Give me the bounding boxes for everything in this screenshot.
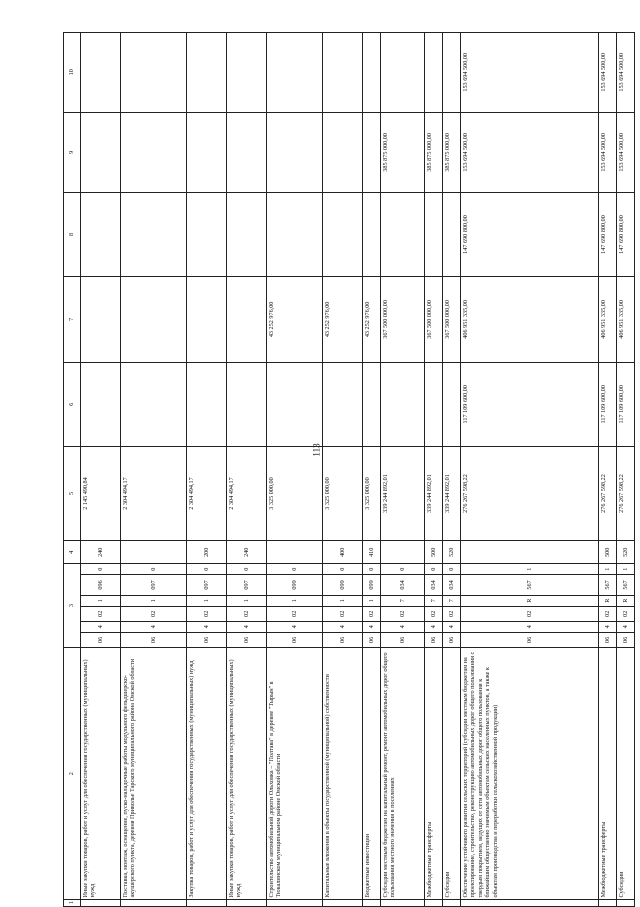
code-cell: R: [461, 595, 599, 606]
code-cell: 7: [425, 595, 443, 606]
amount-cell-c6: [81, 362, 121, 446]
code-cell: 06: [121, 632, 187, 647]
amount-cell-c10: [267, 33, 323, 113]
amount-cell-c7: 367 500 000,00: [443, 276, 461, 362]
row-name-cell: Обеспечение устойчивого развития сельских территорий (субсидии местным бюджетам на проектирование, строительство, реконструкцию автомобильных дорог общего пользования с твердым покрытием, ведущих от сети автомобильных дорог общего пользования к ближайшим общественно значимым объектам сельских населенных пунктов, а также к объектам производства и переработки сельскохозяйственной продукции): [461, 647, 599, 900]
code-cell: 0: [121, 564, 187, 575]
code-cell: 0: [267, 564, 323, 575]
budget-table: [63, 32, 635, 907]
amount-cell-c9: 153 694 500,00: [461, 112, 599, 193]
expense-type-cell: 500: [425, 541, 443, 564]
code-cell: 099: [323, 575, 363, 596]
amount-cell-c9: 385 875 000,00: [381, 112, 425, 193]
amount-cell-c8: [121, 193, 187, 277]
amount-cell-c10: [227, 33, 267, 113]
code-cell: 567: [461, 575, 599, 596]
row-name-cell: Субсидии: [443, 647, 461, 900]
code-cell: 02: [323, 606, 363, 621]
expense-type-cell: 520: [617, 541, 635, 564]
col-header-3: 3: [64, 564, 81, 648]
code-cell: 097: [121, 575, 187, 596]
table-row: [121, 33, 187, 907]
code-cell: 06: [617, 632, 635, 647]
expense-type-cell: 240: [227, 541, 267, 564]
amount-cell-c6: 117 109 600,00: [461, 362, 599, 446]
row-index-cell: [187, 900, 227, 907]
table-row: [443, 33, 461, 907]
code-cell: 06: [443, 632, 461, 647]
row-name-cell: Иные закупки товаров, работ и услуг для обеспечения государственных (муниципальных) нужд: [81, 647, 121, 900]
amount-cell-c10: [425, 33, 443, 113]
row-index-cell: [599, 900, 617, 907]
amount-cell-c9: 385 875 000,00: [425, 112, 443, 193]
code-cell: 06: [425, 632, 443, 647]
code-cell: 7: [443, 595, 461, 606]
row-index-cell: [81, 900, 121, 907]
amount-cell-c6: [425, 362, 443, 446]
amount-cell-c10: [81, 33, 121, 113]
row-index-cell: [381, 900, 425, 907]
amount-cell-c8: 147 690 800,00: [599, 193, 617, 277]
amount-cell-c7: 43 252 976,00: [267, 276, 323, 362]
table-row: [381, 33, 425, 907]
row-index-cell: [323, 900, 363, 907]
code-cell: 099: [267, 575, 323, 596]
code-cell: 4: [267, 621, 323, 632]
expense-type-cell: 200: [187, 541, 227, 564]
row-index-cell: [443, 900, 461, 907]
code-cell: 06: [381, 632, 425, 647]
code-cell: 0: [227, 564, 267, 575]
amount-cell-c8: 147 690 800,00: [617, 193, 635, 277]
code-cell: 4: [443, 621, 461, 632]
amount-cell-c7: [187, 276, 227, 362]
amount-cell-c9: [187, 112, 227, 193]
code-cell: 02: [599, 606, 617, 621]
amount-cell-c10: 153 694 500,00: [599, 33, 617, 113]
code-cell: 02: [363, 606, 381, 621]
row-index-cell: [461, 900, 599, 907]
code-cell: 02: [617, 606, 635, 621]
expense-type-cell: 520: [443, 541, 461, 564]
table-row: [267, 33, 323, 907]
amount-cell-c7: 43 252 976,00: [323, 276, 363, 362]
expense-type-cell: [381, 541, 425, 564]
row-name-cell: Строительство автомобильной дороги Ольховка – "Полтава" в деревне "Тырын" в Тюкалинском муниципальном районе Омской области: [267, 647, 323, 900]
amount-cell-c6: [187, 362, 227, 446]
amount-cell-c6: [323, 362, 363, 446]
expense-type-cell: 500: [599, 541, 617, 564]
code-cell: 097: [187, 575, 227, 596]
amount-cell-c6: [121, 362, 187, 446]
code-cell: 06: [267, 632, 323, 647]
col-header-4: 4: [64, 541, 81, 564]
amount-cell-c9: [81, 112, 121, 193]
amount-cell-c5: 3 325 000,00: [323, 446, 363, 541]
code-cell: 034: [425, 575, 443, 596]
amount-cell-c8: [443, 193, 461, 277]
code-cell: 06: [599, 632, 617, 647]
code-cell: 02: [381, 606, 425, 621]
code-cell: 4: [121, 621, 187, 632]
amount-cell-c9: 153 694 500,00: [617, 112, 635, 193]
amount-cell-c6: [363, 362, 381, 446]
amount-cell-c10: 153 694 500,00: [461, 33, 599, 113]
expense-type-cell: 400: [323, 541, 363, 564]
amount-cell-c9: [267, 112, 323, 193]
amount-cell-c7: 43 252 976,00: [363, 276, 381, 362]
amount-cell-c6: [443, 362, 461, 446]
code-cell: 096: [81, 575, 121, 596]
row-name-cell: Межбюджетные трансферты: [425, 647, 443, 900]
budget-table-container: [63, 32, 629, 907]
row-index-cell: [121, 900, 187, 907]
amount-cell-c6: [227, 362, 267, 446]
code-cell: 567: [599, 575, 617, 596]
table-row: [617, 33, 635, 907]
row-index-cell: [617, 900, 635, 907]
amount-cell-c5: 339 244 892,01: [425, 446, 443, 541]
code-cell: 1: [323, 595, 363, 606]
expense-type-cell: [267, 541, 323, 564]
amount-cell-c5: 339 244 892,01: [443, 446, 461, 541]
code-cell: 0: [363, 564, 381, 575]
code-cell: 4: [227, 621, 267, 632]
amount-cell-c7: 367 500 000,00: [381, 276, 425, 362]
amount-cell-c7: [81, 276, 121, 362]
amount-cell-c10: [381, 33, 425, 113]
code-cell: 1: [267, 595, 323, 606]
amount-cell-c5: 2 304 494,17: [227, 446, 267, 541]
amount-cell-c8: [323, 193, 363, 277]
amount-cell-c7: 406 951 335,00: [617, 276, 635, 362]
code-cell: 099: [363, 575, 381, 596]
code-cell: 02: [121, 606, 187, 621]
code-cell: 1: [617, 564, 635, 575]
amount-cell-c10: [187, 33, 227, 113]
row-name-cell: Субсидии: [617, 647, 635, 900]
code-cell: 1: [81, 595, 121, 606]
code-cell: 06: [187, 632, 227, 647]
amount-cell-c5: 276 267 598,22: [461, 446, 599, 541]
code-cell: 4: [599, 621, 617, 632]
amount-cell-c9: [227, 112, 267, 193]
row-name-cell: Субсидии местным бюджетам на капитальный ремонт, ремонт автомобильных дорог общего пользования местного значения в поселениях: [381, 647, 425, 900]
amount-cell-c5: 276 267 598,22: [617, 446, 635, 541]
amount-cell-c8: [267, 193, 323, 277]
amount-cell-c10: [121, 33, 187, 113]
code-cell: 02: [81, 606, 121, 621]
row-index-cell: [425, 900, 443, 907]
col-header-1: 1: [64, 900, 81, 907]
code-cell: 4: [363, 621, 381, 632]
code-cell: 4: [381, 621, 425, 632]
code-cell: 1: [599, 564, 617, 575]
table-row: [461, 33, 599, 907]
code-cell: 02: [425, 606, 443, 621]
code-cell: 0: [425, 564, 443, 575]
amount-cell-c5: 2 304 494,17: [121, 446, 187, 541]
code-cell: 06: [323, 632, 363, 647]
amount-cell-c6: [267, 362, 323, 446]
col-header-7: 7: [64, 276, 81, 362]
amount-cell-c8: [381, 193, 425, 277]
code-cell: 034: [381, 575, 425, 596]
col-header-10: 10: [64, 33, 81, 113]
col-header-8: 8: [64, 193, 81, 277]
amount-cell-c8: [227, 193, 267, 277]
amount-cell-c5: 276 267 598,22: [599, 446, 617, 541]
amount-cell-c8: 147 690 800,00: [461, 193, 599, 277]
amount-cell-c8: [187, 193, 227, 277]
amount-cell-c5: 339 244 892,01: [381, 446, 425, 541]
amount-cell-c7: 406 951 335,00: [461, 276, 599, 362]
row-name-cell: Закупка товаров, работ и услуг для обеспечения государственных (муниципальных) нужд: [187, 647, 227, 900]
code-cell: 4: [187, 621, 227, 632]
code-cell: 4: [81, 621, 121, 632]
amount-cell-c9: [121, 112, 187, 193]
expense-type-cell: [461, 541, 599, 564]
code-cell: 1: [227, 595, 267, 606]
code-cell: 1: [121, 595, 187, 606]
code-cell: 097: [227, 575, 267, 596]
table-row: [363, 33, 381, 907]
row-name-cell: Поставка, монтаж, оснащение, пуско-наладочные работы модульного фельдшерско-акушерского пункта, деревня Приволье Тарского муниципального района Омской области: [121, 647, 187, 900]
code-cell: 02: [187, 606, 227, 621]
header-row: [64, 33, 81, 907]
code-cell: 4: [617, 621, 635, 632]
amount-cell-c7: 367 500 000,00: [425, 276, 443, 362]
code-cell: R: [599, 595, 617, 606]
row-name-cell: Бюджетные инвестиции: [363, 647, 381, 900]
amount-cell-c7: [121, 276, 187, 362]
rotated-table-frame: [63, 32, 629, 907]
code-cell: 02: [267, 606, 323, 621]
row-name-cell: Капитальные вложения в объекты государственной (муниципальной) собственности: [323, 647, 363, 900]
amount-cell-c6: [381, 362, 425, 446]
amount-cell-c9: 385 875 000,00: [443, 112, 461, 193]
amount-cell-c10: 153 694 500,00: [617, 33, 635, 113]
code-cell: 0: [323, 564, 363, 575]
amount-cell-c9: [323, 112, 363, 193]
amount-cell-c8: [425, 193, 443, 277]
amount-cell-c9: 153 694 500,00: [599, 112, 617, 193]
code-cell: 1: [187, 595, 227, 606]
table-row: [425, 33, 443, 907]
row-name-cell: Межбюджетные трансферты: [599, 647, 617, 900]
amount-cell-c10: [363, 33, 381, 113]
code-cell: 02: [227, 606, 267, 621]
amount-cell-c8: [363, 193, 381, 277]
code-cell: 0: [381, 564, 425, 575]
code-cell: 1: [461, 564, 599, 575]
row-name-cell: Иные закупки товаров, работ и услуг для обеспечения государственных (муниципальных) нужд: [227, 647, 267, 900]
col-header-6: 6: [64, 362, 81, 446]
table-row: [227, 33, 267, 907]
expense-type-cell: 240: [81, 541, 121, 564]
col-header-5: 5: [64, 446, 81, 541]
code-cell: 06: [81, 632, 121, 647]
amount-cell-c5: 2 145 490,84: [81, 446, 121, 541]
row-index-cell: [227, 900, 267, 907]
table-row: [81, 33, 121, 907]
code-cell: 034: [443, 575, 461, 596]
code-cell: 0: [81, 564, 121, 575]
col-header-2: 2: [64, 647, 81, 900]
code-cell: 567: [617, 575, 635, 596]
code-cell: 06: [461, 632, 599, 647]
page-number: 113: [311, 443, 322, 457]
expense-type-cell: 410: [363, 541, 381, 564]
amount-cell-c6: 117 109 600,00: [617, 362, 635, 446]
amount-cell-c7: 406 951 335,00: [599, 276, 617, 362]
code-cell: 02: [443, 606, 461, 621]
table-row: [187, 33, 227, 907]
code-cell: 06: [227, 632, 267, 647]
table-row: [323, 33, 363, 907]
amount-cell-c10: [323, 33, 363, 113]
code-cell: 1: [363, 595, 381, 606]
row-index-cell: [267, 900, 323, 907]
amount-cell-c6: 117 109 600,00: [599, 362, 617, 446]
amount-cell-c5: 3 325 000,00: [267, 446, 323, 541]
amount-cell-c5: 3 325 000,00: [363, 446, 381, 541]
amount-cell-c10: [443, 33, 461, 113]
code-cell: 4: [323, 621, 363, 632]
amount-cell-c9: [363, 112, 381, 193]
amount-cell-c5: 2 304 494,17: [187, 446, 227, 541]
code-cell: 0: [443, 564, 461, 575]
code-cell: 7: [381, 595, 425, 606]
row-index-cell: [363, 900, 381, 907]
expense-type-cell: [121, 541, 187, 564]
amount-cell-c8: [81, 193, 121, 277]
code-cell: 4: [461, 621, 599, 632]
code-cell: 02: [461, 606, 599, 621]
code-cell: 06: [363, 632, 381, 647]
amount-cell-c7: [227, 276, 267, 362]
code-cell: R: [617, 595, 635, 606]
code-cell: 4: [425, 621, 443, 632]
code-cell: 0: [187, 564, 227, 575]
table-row: [599, 33, 617, 907]
col-header-9: 9: [64, 112, 81, 193]
